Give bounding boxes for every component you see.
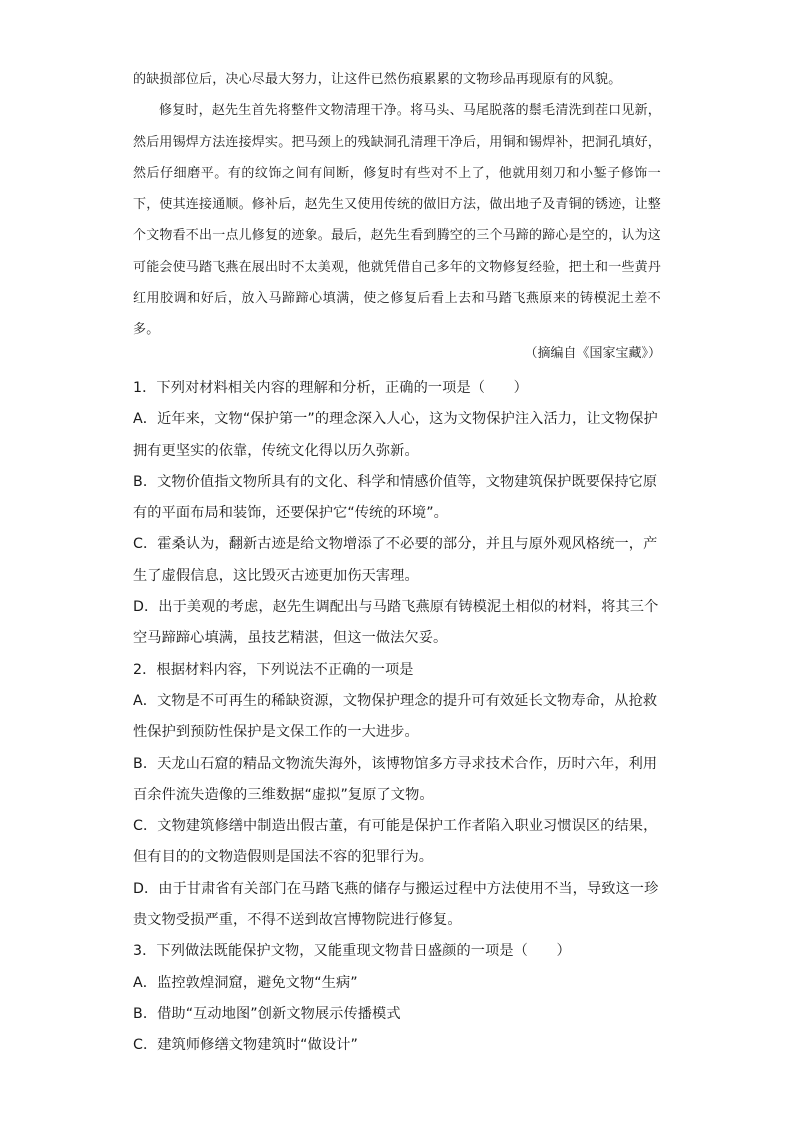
question-3-stem: 3．下列做法既能保护文物，又能重现文物昔日盛颜的一项是（ ） bbox=[133, 943, 571, 960]
question-2-option-b: B．天龙山石窟的精品文物流失海外，该博物馆多方寻求技术合作，历时六年，利用百余件流失造像的三维数据“虚拟”复原了文物。 bbox=[133, 755, 658, 803]
passage-paragraph-2: 修复时，赵先生首先将整件文物清理干净。将马头、马尾脱落的鬃毛清洗到茬口见新，然后用锡焊方法连接焊实。把马颈上的残缺洞孔清理干净后，用铜和锡焊补，把洞孔填好，然后仔细磨平。有的纹饰之间有间断，修复时有些对不上了，他就用刻刀和小錾子修饰一下，使其连接通顺。修补后，赵先生又使用传统的做旧方法，做出地子及青铜的锈迹，让整个文物看不出一点儿修复的迹象。最后，赵先生看到腾空的三个马蹄的蹄心是空的，认为这可能会使马踏飞燕在展出时不太美观，他就凭借自己多年的文物修复经验，把土和一些黄丹红用胶调和好后，放入马蹄蹄心填满，使之修复后看上去和马踏飞燕原来的铸模泥土差不多。 bbox=[133, 103, 662, 338]
question-1-option-b: B．文物价值指文物所具有的文化、科学和情感价值等，文物建筑保护既要保持它原有的平面布局和装饰，还要保护它“传统的环境”。 bbox=[133, 473, 658, 522]
question-2-option-c: C．文物建筑修缮中制造出假古董，有可能是保护工作者陷入职业习惯误区的结果，但有目的的文物造假则是国法不容的犯罪行为。 bbox=[133, 818, 658, 866]
question-3-option-a: A．监控敦煌洞窟，避免文物“生病” bbox=[133, 974, 358, 991]
passage-source: （摘编自《国家宝藏》） bbox=[524, 346, 661, 361]
question-1-stem: 1．下列对材料相关内容的理解和分析，正确的一项是（ ） bbox=[133, 380, 528, 396]
question-2-option-d: D．由于甘肃省有关部门在马踏飞燕的储存与搬运过程中方法使用不当，导致这一珍贵文物受损严重，不得不送到故宫博物院进行修复。 bbox=[133, 880, 659, 929]
question-1-option-c: C．霍桑认为，翻新古迹是给文物增添了不必要的部分，并且与原外观风格统一，产生了虚假信息，这比毁灭古迹更加伤天害理。 bbox=[133, 536, 658, 584]
reading-passage bbox=[133, 64, 661, 346]
question-3-option-c: C．建筑师修缮文物建筑时“做设计” bbox=[133, 1037, 358, 1054]
question-2-stem: 2．根据材料内容，下列说法不正确的一项是 bbox=[133, 661, 414, 678]
question-1-option-d: D．出于美观的考虑，赵先生调配出与马踏飞燕原有铸模泥土相似的材料，将其三个空马蹄蹄心填满，虽技艺精湛，但这一做法欠妥。 bbox=[133, 599, 659, 647]
question-list bbox=[133, 373, 663, 1062]
question-2-option-a: A．文物是不可再生的稀缺资源，文物保护理念的提升可有效延长文物寿命，从抢救性保护到预防性保护是文保工作的一大进步。 bbox=[133, 692, 658, 741]
passage-paragraph-1: 的缺损部位后，决心尽最大努力，让这件已然伤痕累累的文物珍品再现原有的风貌。 bbox=[133, 72, 622, 87]
question-1-option-a: A．近年来，文物“保护第一”的理念深入人心，这为文物保护注入活力，让文物保护拥有更坚实的依靠，传统文化得以历久弥新。 bbox=[133, 411, 658, 459]
question-3-option-b: B．借助“互动地图”创新文物展示传播模式 bbox=[133, 1005, 401, 1022]
